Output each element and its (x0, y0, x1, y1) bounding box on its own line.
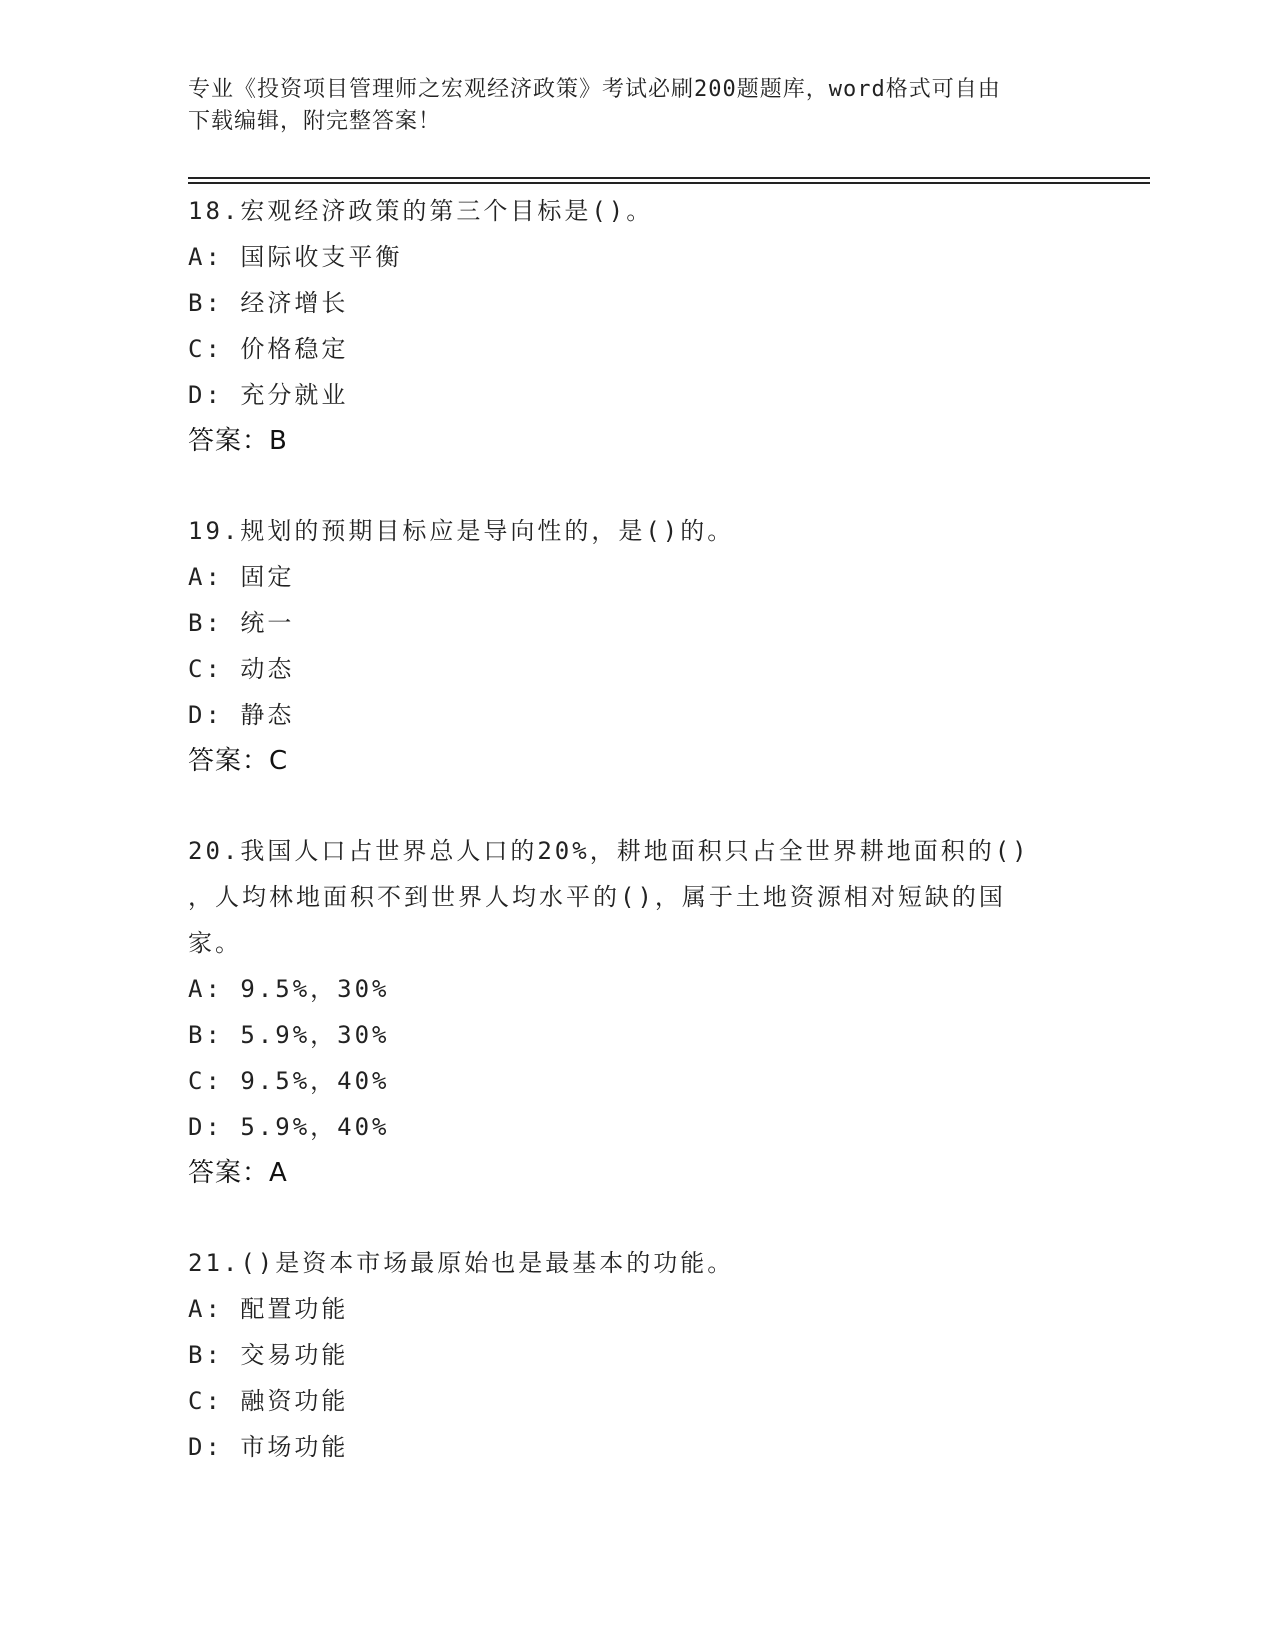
option-d: D: 市场功能 (188, 1433, 349, 1461)
header-line-2: 下载编辑，附完整答案！ (188, 109, 442, 134)
question-stem-line-3: 家。 (188, 929, 242, 957)
option-c: C: 融资功能 (188, 1387, 349, 1415)
option-b: B: 统一 (188, 609, 295, 637)
option-a: A: 固定 (188, 563, 295, 591)
header-divider-bottom (188, 182, 1150, 184)
option-d: D: 静态 (188, 701, 295, 729)
option-b: B: 5.9%，30% (188, 1021, 390, 1049)
document-header (188, 74, 1088, 138)
question-18 (188, 188, 1068, 464)
question-20 (188, 828, 1068, 1196)
option-c: C: 价格稳定 (188, 335, 349, 363)
option-c: C: 动态 (188, 655, 295, 683)
option-a: A: 配置功能 (188, 1295, 349, 1323)
option-a: A: 国际收支平衡 (188, 243, 403, 271)
option-c: C: 9.5%，40% (188, 1067, 390, 1095)
option-b: B: 经济增长 (188, 289, 349, 317)
question-stem-line-1: 20.我国人口占世界总人口的20%，耕地面积只占全世界耕地面积的() (188, 837, 1030, 865)
header-divider-top (188, 177, 1150, 179)
question-stem: 19.规划的预期目标应是导向性的，是()的。 (188, 517, 735, 545)
question-21 (188, 1240, 1068, 1470)
question-stem: 18.宏观经济政策的第三个目标是()。 (188, 197, 654, 225)
answer-label: 答案：C (188, 746, 289, 776)
header-line-1: 专业《投资项目管理师之宏观经济政策》考试必刷200题题库，word格式可自由 (188, 77, 1001, 102)
answer-label: 答案：B (188, 426, 288, 456)
question-stem-line-2: ，人均林地面积不到世界人均水平的()，属于土地资源相对短缺的国 (188, 883, 1006, 911)
option-b: B: 交易功能 (188, 1341, 349, 1369)
option-d: D: 5.9%，40% (188, 1113, 390, 1141)
option-d: D: 充分就业 (188, 381, 349, 409)
question-stem: 21.()是资本市场最原始也是最基本的功能。 (188, 1249, 735, 1277)
question-19 (188, 508, 1068, 784)
answer-label: 答案：A (188, 1158, 288, 1188)
option-a: A: 9.5%，30% (188, 975, 390, 1003)
